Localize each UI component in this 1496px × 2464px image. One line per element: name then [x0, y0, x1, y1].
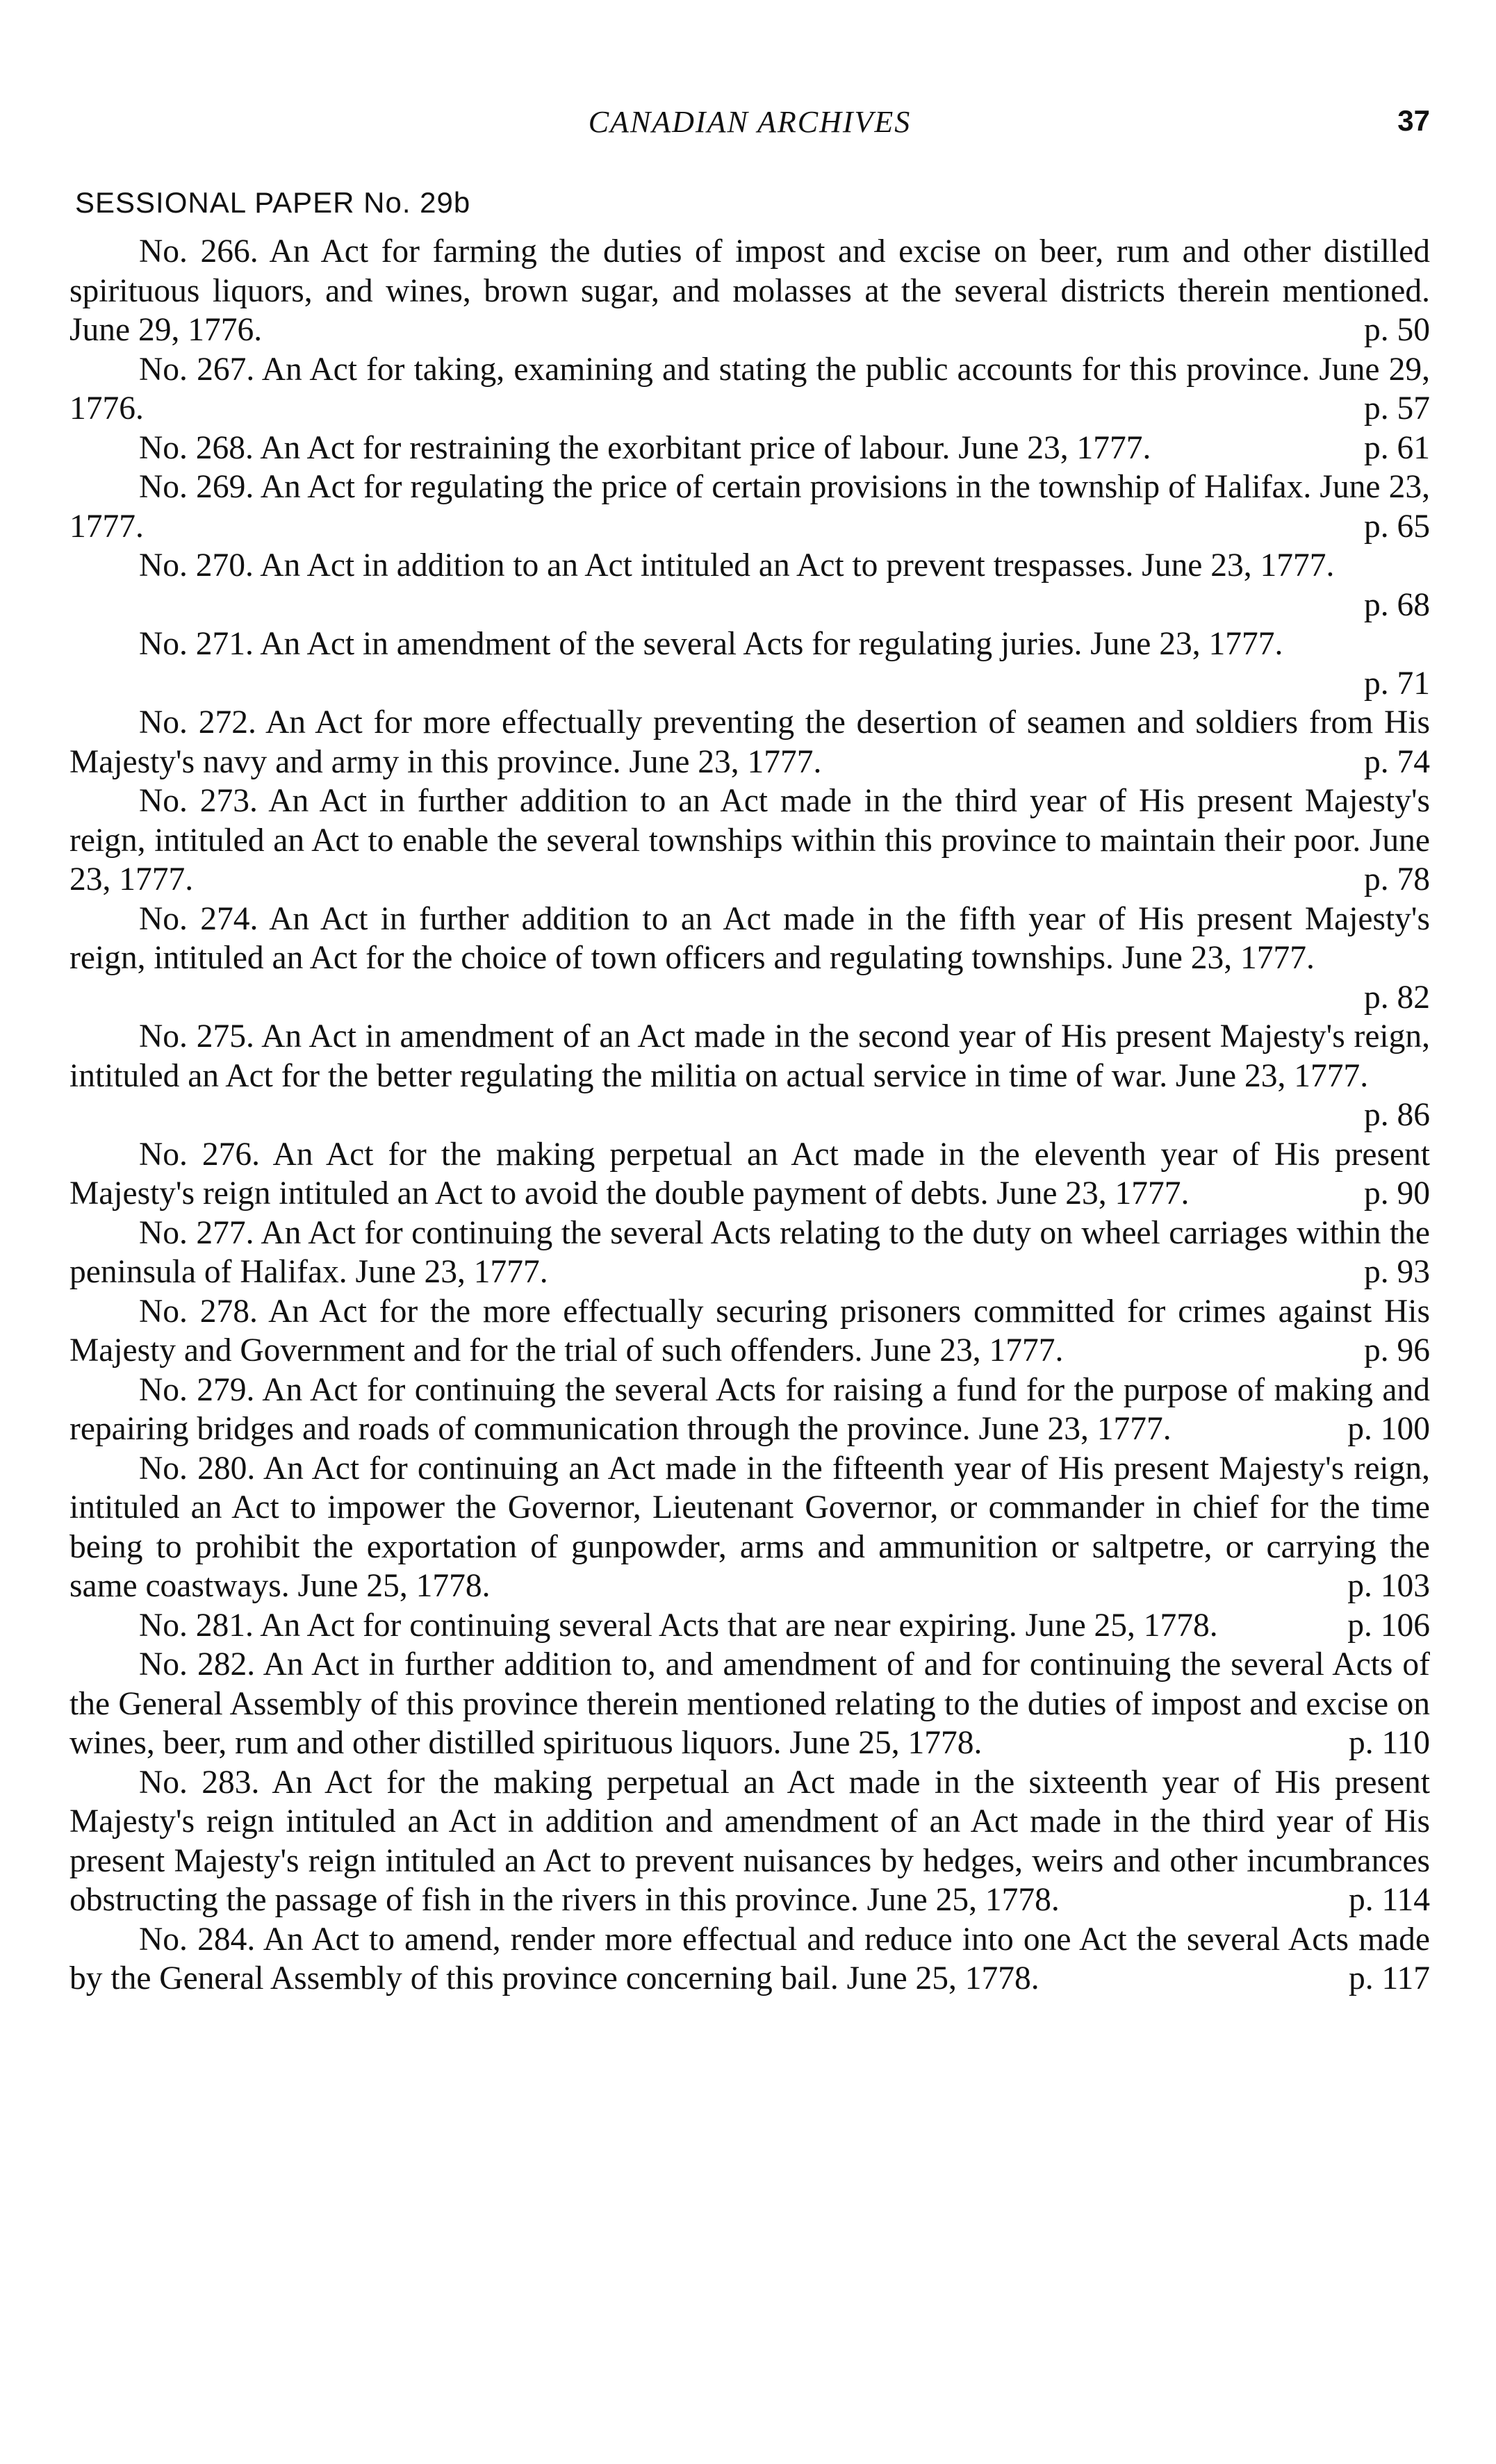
page-reference: p. 82: [1364, 979, 1430, 1016]
act-entry: [69, 1920, 1430, 1999]
page-reference: p. 71: [1364, 665, 1430, 702]
act-entry: [69, 1449, 1430, 1606]
act-entry: [69, 1292, 1430, 1371]
act-number: No. 270.: [139, 547, 254, 584]
act-number: No. 277.: [139, 1214, 254, 1251]
act-entry: [69, 232, 1430, 350]
act-title: An Act in addition to an Act intituled an Act to prevent trespasses. June 23, 1777.: [260, 547, 1335, 584]
act-entry: [69, 1645, 1430, 1763]
act-title: An Act for continuing the several Acts for raising a fund for the purpose of making and repairing bridges and roads of communication through the province. June 23, 1777.: [69, 1371, 1430, 1447]
act-number: No. 283.: [139, 1764, 260, 1801]
act-number: No. 284.: [139, 1921, 256, 1958]
running-head: CANADIAN ARCHIVES: [588, 105, 912, 139]
act-number: No. 272.: [139, 704, 256, 741]
act-number: No. 271.: [139, 626, 254, 662]
act-title: An Act for the making perpetual an Act made in the sixteenth year of His present Majesty's reign intituled an Act in addition and amendment of an Act made in the third year of His present Majesty's reign intituled an Act to prevent nuisances by hedges, weirs and other incumbrances obstructing the passage of fish in the rivers in this province. June 25, 1778.: [69, 1764, 1430, 1918]
act-number: No. 275.: [139, 1018, 254, 1055]
act-entry: [69, 1135, 1430, 1214]
page-reference: p. 61: [1364, 429, 1430, 466]
act-title: An Act for taking, examining and stating the public accounts for this province. June 29, 1776.: [69, 351, 1430, 427]
page-reference: p. 110: [1349, 1725, 1430, 1761]
act-entry: [69, 468, 1430, 546]
act-entry: [69, 350, 1430, 429]
act-number: No. 273.: [139, 783, 258, 819]
act-number: No. 274.: [139, 900, 258, 937]
page-reference: p. 68: [1364, 586, 1430, 623]
page-reference: p. 117: [1349, 1960, 1430, 1996]
act-number: No. 266.: [139, 233, 258, 270]
act-entry: [69, 546, 1430, 625]
page-reference: p. 50: [1364, 312, 1430, 348]
act-title: An Act for regulating the price of certain provisions in the township of Halifax. June 23, 1777.: [69, 469, 1430, 545]
act-title: An Act for continuing an Act made in the fifteenth year of His present Majesty's reign, intituled an Act to impower the Governor, Lieutenant Governor, or commander in chief for the time being to prohibit the exportation of gunpowder, arms and ammunition or saltpetre, or carrying the same coastways. June 25, 1778.: [69, 1450, 1430, 1604]
page-reference: p. 78: [1364, 861, 1430, 898]
act-title: An Act in amendment of the several Acts for regulating juries. June 23, 1777.: [260, 626, 1283, 662]
act-entry: [69, 782, 1430, 900]
page-reference: p. 74: [1364, 743, 1430, 780]
act-number: No. 278.: [139, 1293, 258, 1330]
page-reference: p. 103: [1347, 1568, 1430, 1604]
act-title: An Act in amendment of an Act made in the second year of His present Majesty's reign, intituled an Act for the better regulating the militia on actual service in time of war. June 23, 1777.: [69, 1018, 1430, 1094]
act-list: [69, 232, 1430, 1999]
act-entry: [69, 625, 1430, 703]
page-reference: p. 100: [1347, 1411, 1430, 1447]
page-reference: p. 90: [1364, 1175, 1430, 1212]
page-reference: p. 65: [1364, 508, 1430, 545]
act-number: No. 267.: [139, 351, 255, 388]
act-title: An Act to amend, render more effectual and reduce into one Act the several Acts made by the General Assembly of this province concerning bail. June 25, 1778.: [69, 1921, 1430, 1996]
act-entry: [69, 1371, 1430, 1449]
act-number: No. 268.: [139, 429, 254, 466]
act-number: No. 269.: [139, 469, 254, 505]
act-entry: [69, 900, 1430, 1018]
act-title: An Act in further addition to an Act made in the fifth year of His present Majesty's reign, intituled an Act for the choice of town officers and regulating townships. June 23, 1777.: [69, 900, 1430, 976]
act-title: An Act for the making perpetual an Act made in the eleventh year of His present Majesty's reign intituled an Act to avoid the double payment of debts. June 23, 1777.: [69, 1136, 1430, 1212]
page-number: 37: [1397, 104, 1430, 137]
act-entry: [69, 1606, 1430, 1646]
act-number: No. 280.: [139, 1450, 256, 1487]
act-entry: [69, 1763, 1430, 1920]
act-entry: [69, 1214, 1430, 1292]
act-title: An Act for the more effectually securing prisoners committed for crimes against His Majesty and Government and for the trial of such offenders. June 23, 1777.: [69, 1293, 1430, 1369]
act-title: An Act for continuing the several Acts relating to the duty on wheel carriages within the peninsula of Halifax. June 23, 1777.: [69, 1214, 1430, 1290]
act-title: An Act for continuing several Acts that are near expiring. June 25, 1778.: [260, 1607, 1218, 1644]
page-reference: p. 57: [1364, 390, 1430, 427]
sessional-paper-label: SESSIONAL PAPER No. 29b: [75, 186, 471, 219]
act-entry: [69, 703, 1430, 782]
act-entry: [69, 429, 1430, 468]
page-reference: p. 106: [1347, 1607, 1430, 1644]
act-title: An Act for more effectually preventing the desertion of seamen and soldiers from His Majesty's navy and army in this province. June 23, 1777.: [69, 704, 1430, 780]
page-header: [69, 104, 1430, 160]
page-reference: p. 114: [1349, 1882, 1430, 1918]
page-reference: p. 96: [1364, 1332, 1430, 1369]
act-number: No. 282.: [139, 1646, 256, 1682]
act-title: An Act for restraining the exorbitant price of labour. June 23, 1777.: [260, 429, 1151, 466]
page-reference: p. 93: [1364, 1254, 1430, 1290]
act-number: No. 276.: [139, 1136, 261, 1173]
act-title: An Act in further addition to, and amendment of and for continuing the several Acts of the General Assembly of this province therein mentioned relating to the duties of impost and excise on wines, beer, rum and other distilled spirituous liquors. June 25, 1778.: [69, 1646, 1430, 1761]
page-reference: p. 86: [1364, 1097, 1430, 1133]
act-title: An Act for farming the duties of impost and excise on beer, rum and other distilled spirituous liquors, and wines, brown sugar, and molasses at the several districts therein mentioned. June 29, 1776.: [69, 233, 1430, 348]
act-entry: [69, 1017, 1430, 1135]
act-number: No. 279.: [139, 1371, 255, 1408]
act-number: No. 281.: [139, 1607, 254, 1644]
act-title: An Act in further addition to an Act made in the third year of His present Majesty's reign, intituled an Act to enable the several townships within this province to maintain their poor. June 23, 1777.: [69, 783, 1430, 898]
